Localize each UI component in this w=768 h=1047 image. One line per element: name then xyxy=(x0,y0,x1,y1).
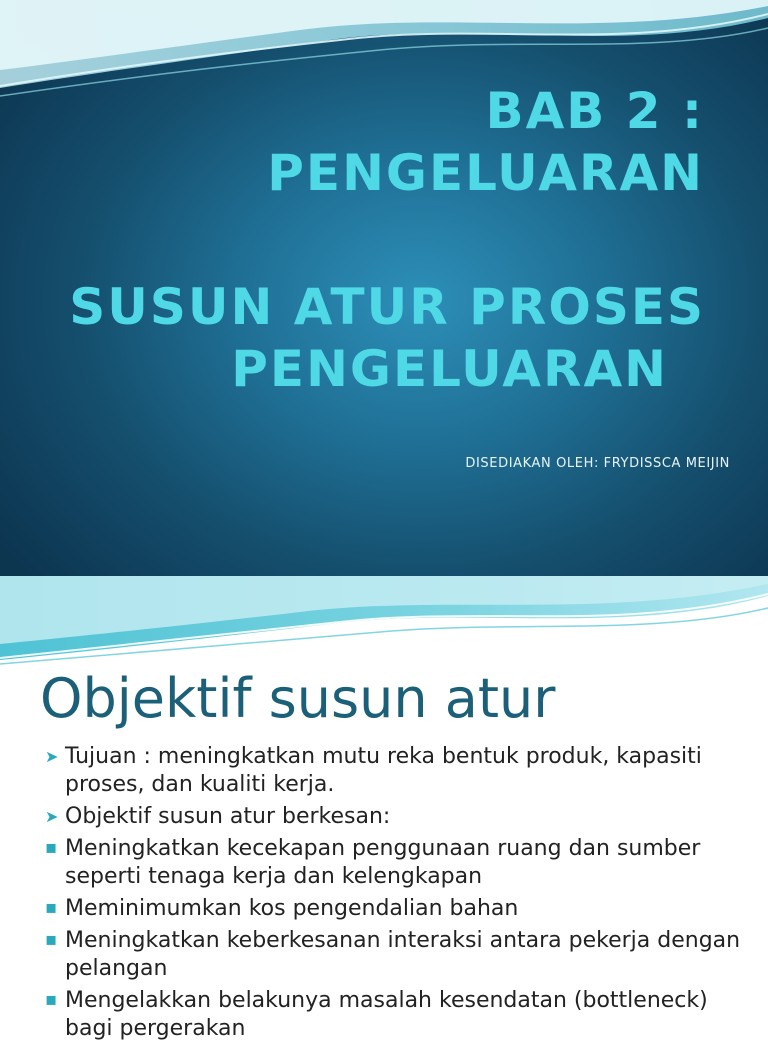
title-line-1: BAB 2 : xyxy=(485,82,704,140)
bullet-text: Tujuan : meningkatkan mutu reka bentuk produk, kapasiti proses, dan kualiti kerja. xyxy=(65,744,702,797)
list-item xyxy=(45,987,745,1043)
arrow-icon: ➤ xyxy=(45,747,59,766)
content-slide xyxy=(0,576,768,1041)
list-item xyxy=(45,895,745,923)
bullet-text: Meningkatkan keberkesanan interaksi antara pekerja dengan pelangan xyxy=(65,928,741,981)
author-line: DISEDIAKAN OLEH: FRYDISSCA MEIJIN xyxy=(465,456,730,471)
subtitle-line-1: SUSUN ATUR PROSES xyxy=(69,278,705,336)
bullet-text: Meningkatkan kecekapan penggunaan ruang dan sumber seperti tenaga kerja dan kelengkapan xyxy=(65,836,701,889)
square-bullet-icon: ▪ xyxy=(45,837,58,858)
list-item xyxy=(45,743,745,799)
list-item xyxy=(45,803,745,831)
list-item xyxy=(45,835,745,891)
bullet-text: Meminimumkan kos pengendalian bahan xyxy=(65,896,519,921)
bullet-text: Objektif susun atur berkesan: xyxy=(65,804,391,829)
slide-title: Objektif susun atur xyxy=(40,667,556,730)
decorative-wave-top xyxy=(0,576,768,666)
title-line-2: PENGELUARAN xyxy=(267,144,704,202)
square-bullet-icon: ▪ xyxy=(45,989,58,1010)
square-bullet-icon: ▪ xyxy=(45,929,58,950)
square-bullet-icon: ▪ xyxy=(45,897,58,918)
arrow-icon: ➤ xyxy=(45,807,59,826)
list-item xyxy=(45,927,745,983)
subtitle-line-2: PENGELUARAN xyxy=(231,340,668,398)
bullet-list xyxy=(45,743,745,1047)
bullet-text: Mengelakkan belakunya masalah kesendatan (bottleneck) bagi pergerakan xyxy=(65,988,708,1041)
